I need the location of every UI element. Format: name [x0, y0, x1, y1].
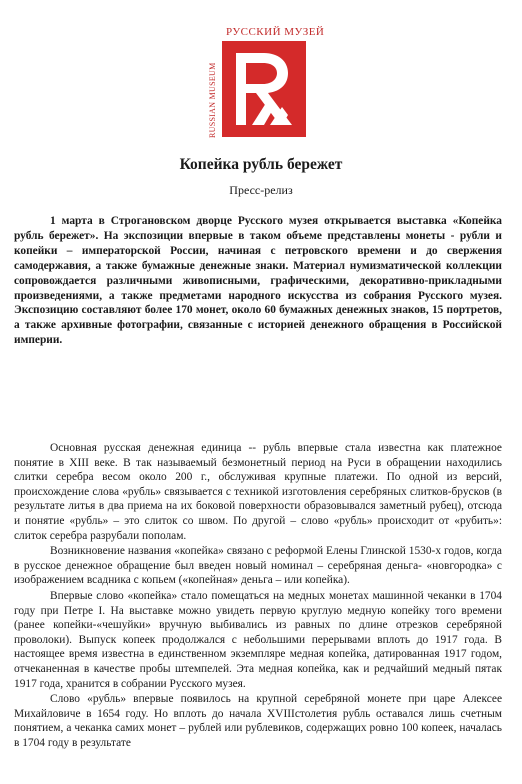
paragraph-ruble-coin: Слово «рубль» впервые появилось на крупной серебряной монете при царе Алексее Михайловиче в 1654 году. Но вплоть до начала XVIIIстолетия рубль оставался лишь счетным понятием, а чеканка самих монет – рублей или рублевиков, содержащих ровно 100 копеек, началась в 1704 году в результате — [14, 693, 502, 749]
paragraph-kopeck-name: Возникновение названия «копейка» связано с реформой Елены Глинской 1530-х годов, когда в русское денежное обращение был введен новый номинал – серебряная деньга- «новгородка» с изображением всадника с копьем («копейная» деньга – или копейка). — [14, 545, 502, 587]
russian-museum-logo — [208, 26, 325, 138]
page-subtitle: Пресс-релиз — [229, 183, 293, 197]
paragraph-kopeck-1704: Впервые слово «копейка» стало помещаться на медных монетах машинной чеканки в 1704 году при Петре I. На выставке можно увидеть первую круглую медную копейку того времени (ранее копейки-«чешуйки» вручную выбивались из равных по длине отрезков серебряной проволоки). Выпуск копеек продолжался с небольшими перерывами вплоть до 1917 года. В настоящее время известна в единственном экземпляре медная копейка, датированная 1917 годом, отчеканенная в качестве пробы штемпелей. Эта медная копейка, как и редчайший медный пятак 1917 года, хранится в собрании Русского музея. — [14, 589, 502, 690]
logo-top-text: РУССКИЙ МУЗЕЙ — [226, 26, 325, 38]
paragraph-ruble-origin: Основная русская денежная единица -- рубль впервые стала известна как платежное понятие в XIII веке. В так называемый безмонетный период на Руси в обращении находились слитки серебра весом около 200 г., обслуживая крупные платежи. По одной из версий, происхождение слова «рубль» связывается с техникой изготовления серебряных слитков-брусков (в результате литья в два приема на их боковой поверхности образовывался заметный рубец), отсюда и понятие «рубль» – это слиток со швом. По другой – слово «рубль» происходит от «рубить»: слиток серебра разрубали пополам. — [14, 442, 502, 542]
lead-paragraph: 1 марта в Строгановском дворце Русского музея открывается выставка «Копейка рубль бережет». На экспозиции впервые в таком объеме представлены монеты - рубли и копейки – императорской России, начиная с петровского времени и до свержения самодержавия, а также бумажные денежные знаки. Материал нумизматической коллекции сопровождается различными живописными, графическими, декоративно-прикладными произведениями, а также предметами народного искусства из собрания Русского музея. Экспозицию составляют более 170 монет, около 60 бумажных денежных знаков, 15 портретов, а также архивные фотографии, связанные с историей денежного обращения в Российской империи. — [14, 215, 502, 347]
page-title: Копейка рубль бережет — [179, 156, 343, 173]
body-text — [14, 441, 502, 751]
logo-side-text: RUSSIAN MUSEUM — [208, 62, 217, 138]
logo-emblem-icon — [222, 41, 306, 137]
logo-emblem-svg — [222, 41, 306, 137]
